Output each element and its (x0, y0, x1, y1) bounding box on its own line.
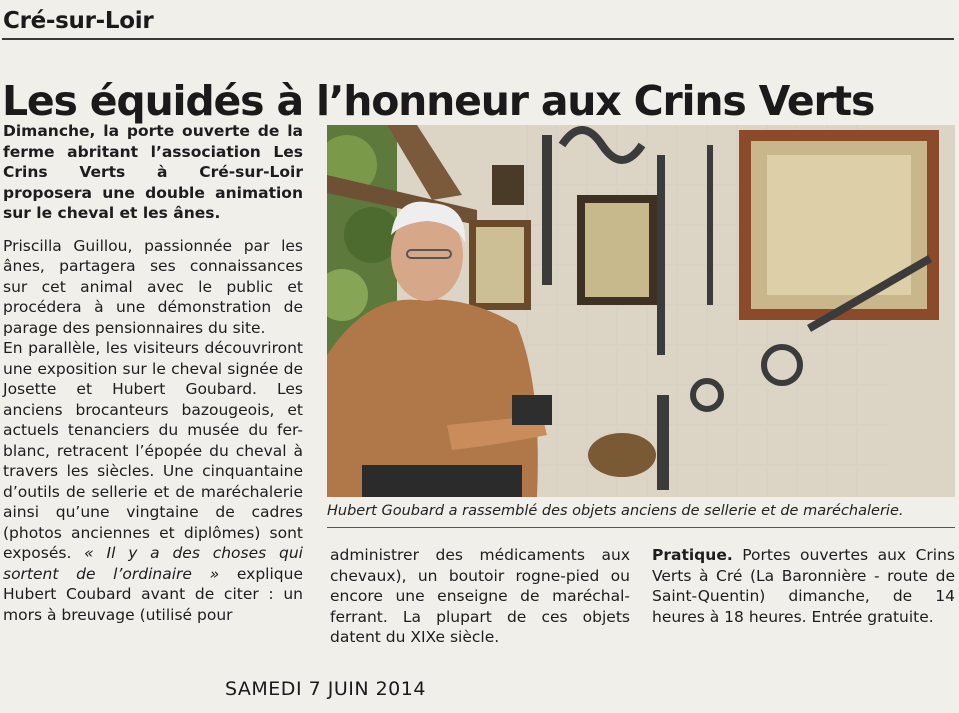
column-left (3, 121, 303, 625)
caption-rule (327, 527, 955, 528)
column-right (652, 545, 955, 627)
practical-info (652, 545, 955, 627)
practical-label: Pratique. (652, 546, 733, 564)
article-photo (327, 125, 955, 497)
practical-text: Portes ouvertes aux Crins Verts à Cré (La Baronnière - route de Saint-Quentin) dimanche, de 14 heures à 18 heures. Entrée gratuite. (652, 546, 955, 626)
article-lead: Dimanche, la porte ouverte de la ferme abritant l’association Les Crins Verts à Cré-sur-Loir proposera une double animation sur le cheval et les ânes. (3, 122, 303, 222)
body-paragraph-3: administrer des médicaments aux chevaux), un boutoir rogne-pied ou encore une enseigne de maréchal-ferrant. La plupart de ces objets datent du XIXe siècle. (330, 546, 630, 646)
body-paragraph-2-text: En parallèle, les visiteurs découvriront une exposition sur le cheval signée de Josette et Hubert Goubard. Les anciens brocanteurs bazougeois, et actuels tenanciers du musée du fer-blanc, retracent l’épopée du cheval à travers les siècles. Une cinquantaine d’outils de sellerie et de maréchalerie ainsi qu’une vingtaine de cadres (photos anciennes et diplômes) sont exposés. (3, 339, 303, 562)
section-kicker: Cré-sur-Loir (3, 8, 154, 34)
article-headline: Les équidés à l’honneur aux Crins Verts (2, 77, 875, 126)
publication-date: SAMEDI 7 JUIN 2014 (225, 678, 426, 700)
body-paragraph-1: Priscilla Guillou, passionnée par les ânes, partagera ses connaissances sur cet animal avec le public et procédera à une démonstration de parage des pensionnaires du site. (3, 236, 303, 337)
article-quote: « Il y a des choses qui sortent de l’ordinaire » (3, 544, 303, 583)
photo-caption: Hubert Goubard a rassemblé des objets anciens de sellerie et de maréchalerie. (327, 503, 904, 519)
body-paragraph-2 (3, 338, 303, 625)
body-paragraph-2-end: explique Hubert Coubard avant de citer : un mors à breuvage (utilisé pour (3, 564, 303, 624)
column-middle (330, 545, 630, 648)
kicker-rule (2, 38, 954, 40)
